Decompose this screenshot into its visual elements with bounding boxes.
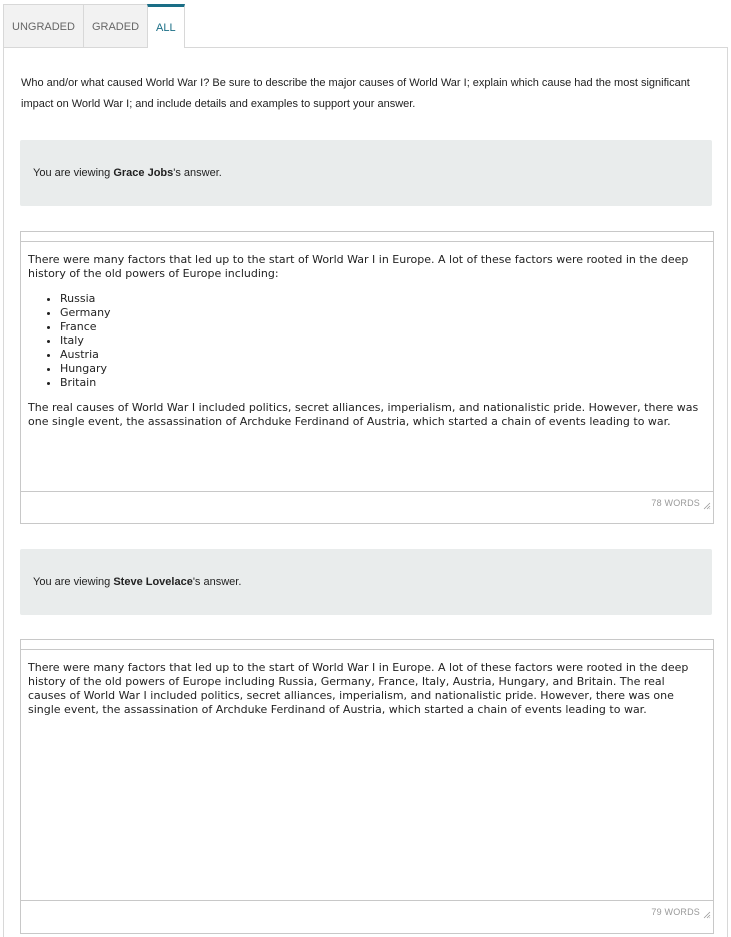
- viewing-suffix: 's answer.: [192, 576, 242, 588]
- resize-handle-icon[interactable]: [703, 502, 711, 510]
- answer-text-1[interactable]: [21, 242, 713, 491]
- tab-all[interactable]: ALL: [147, 4, 185, 48]
- question-prompt: Who and/or what caused World War I? Be sure to describe the major causes of World War I; explain which cause had the most significant impact on World War I; and include details and examples to support your answer.: [21, 77, 690, 110]
- answer-box-2: [20, 639, 714, 934]
- viewing-prefix: You are viewing: [33, 167, 111, 179]
- tab-graded[interactable]: GRADED: [83, 4, 148, 48]
- answer-footer: [21, 900, 713, 933]
- word-count: 78 WORDS: [651, 498, 700, 508]
- answer-toolbar: [21, 232, 713, 242]
- answer-text-2[interactable]: [21, 650, 713, 900]
- student-name: Steve Lovelace: [113, 576, 193, 588]
- list-item: • Germany: [60, 306, 706, 320]
- answer-box-1: [20, 231, 714, 524]
- viewing-banner-2: [20, 549, 712, 615]
- list-item: • Britain: [60, 376, 706, 390]
- answer-toolbar: [21, 640, 713, 650]
- list-item: • Hungary: [60, 362, 706, 376]
- viewing-banner-1: [20, 140, 712, 206]
- answer-footer: [21, 491, 713, 524]
- response-filter-tabs: [3, 4, 184, 48]
- viewing-suffix: 's answer.: [173, 167, 222, 179]
- list-item: • Russia: [60, 292, 706, 306]
- student-name: Grace Jobs: [113, 167, 174, 179]
- list-item: • Austria: [60, 348, 706, 362]
- viewing-prefix: You are viewing: [33, 576, 111, 588]
- list-item: • France: [60, 320, 706, 334]
- word-count: 79 WORDS: [651, 907, 700, 917]
- answer-paragraph: The real causes of World War I included politics, secret alliances, imperialism, and nationalistic pride. However, there was one single event, the assassination of Archduke Ferdinand of Austria, which started a chain of events leading to war.: [28, 401, 699, 428]
- answer-paragraph: There were many factors that led up to the start of World War I in Europe. A lot of these factors were rooted in the deep history of the old powers of Europe including Russia, Germany, France, Italy, Austria, Hungary, and Britain. The real causes of World War I included politics, secret alliances, imperialism, and nationalistic pride. However, there was one single event, the assassination of Archduke Ferdinand of Austria, which started a chain of events leading to war.: [28, 661, 689, 716]
- resize-handle-icon[interactable]: [703, 911, 711, 919]
- list-item: • Italy: [60, 334, 706, 348]
- answer-paragraph: There were many factors that led up to the start of World War I in Europe. A lot of these factors were rooted in the deep history of the old powers of Europe including:: [28, 253, 689, 280]
- country-list: [28, 292, 706, 390]
- responses-panel: [3, 47, 728, 937]
- tab-ungraded[interactable]: UNGRADED: [3, 4, 84, 48]
